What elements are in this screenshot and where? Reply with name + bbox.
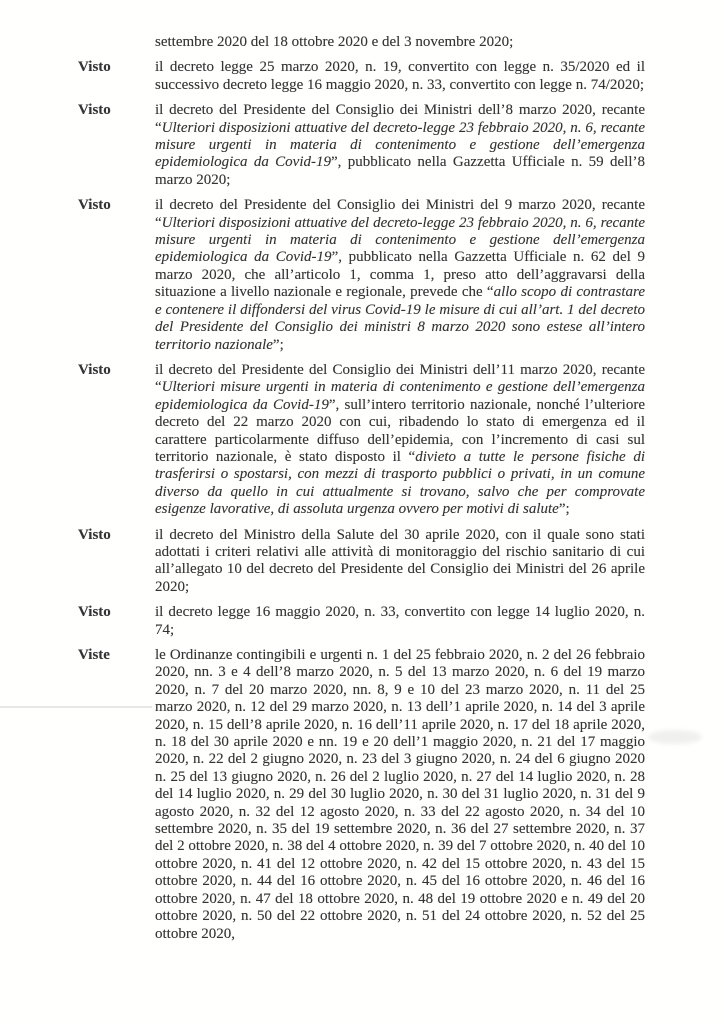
scan-artifact-smudge	[648, 730, 702, 744]
visto-entry	[78, 59, 645, 94]
body-text: ”, pubblicato nella Gazzetta Ufficiale n. 62 del 9 marzo 2020, che all’articolo 1, comma 1, preso atto dell’aggravarsi della situazione a livello nazionale e regionale, prevede che “	[155, 249, 645, 301]
entry-paragraph	[155, 647, 645, 943]
body-text: il decreto del Presidente del Consiglio dei Ministri dell’11 marzo 2020, recante “	[155, 361, 645, 396]
entry-label: Visto	[78, 197, 111, 214]
entry-label: Visto	[78, 102, 111, 119]
entry-label: Visto	[78, 59, 111, 76]
visto-entry	[78, 197, 645, 354]
visto-entry	[78, 362, 645, 519]
body-text: il decreto del Presidente del Consiglio dei Ministri del 9 marzo 2020, recante “	[155, 197, 645, 231]
entry-label: Visto	[78, 604, 111, 621]
entry-paragraph	[155, 362, 645, 519]
body-text: ”, pubblicato nella Gazzetta Ufficiale n. 59 dell’8 marzo 2020;	[155, 154, 645, 188]
visto-entry	[78, 34, 645, 51]
quoted-italic-text: Ulteriori disposizioni attuative del decreto-legge 23 febbraio 2020, n. 6, recante misure urgenti in materia di contenimento e gestione dell’emergenza epidemiologica da Covid-19	[155, 214, 645, 266]
visto-entry	[78, 527, 645, 597]
body-text: ”, sull’intero territorio nazionale, nonché l’ulteriore decreto del 22 marzo 2020 con cui, ribadendo lo stato di emergenza ed il carattere particolarmente diffuso dell’epidemia, con l’incremento di casi sul territorio nazionale, è stato disposto il “	[155, 396, 645, 465]
body-text: ”;	[558, 501, 570, 518]
quoted-italic-text: Ulteriori misure urgenti in materia di contenimento e gestione dell’emergenza epidemiologica da Covid-19	[155, 379, 645, 413]
visto-entry	[78, 647, 645, 943]
quoted-italic-text: allo scopo di contrastare e contenere il diffondersi del virus Covid-19 le misure di cui all’art. 1 del decreto del Presidente del Consiglio dei ministri 8 marzo 2020 sono estese all’intero territorio nazionale	[155, 284, 645, 353]
entry-label: Visto	[78, 361, 111, 378]
entry-paragraph	[155, 197, 645, 354]
entry-label	[78, 34, 155, 51]
document-body	[78, 34, 645, 951]
visto-entry	[78, 102, 645, 189]
body-text: settembre 2020 del 18 ottobre 2020 e del 3 novembre 2020;	[155, 34, 514, 50]
entry-paragraph	[155, 102, 645, 189]
entry-paragraph	[155, 604, 645, 639]
entry-paragraph	[155, 34, 645, 51]
quoted-italic-text: Ulteriori disposizioni attuative del decreto-legge 23 febbraio 2020, n. 6, recante misure urgenti in materia di contenimento e gestione dell’emergenza epidemiologica da Covid-19	[155, 119, 645, 171]
body-text: il decreto del Presidente del Consiglio dei Ministri dell’8 marzo 2020, recante “	[155, 102, 645, 136]
entry-paragraph	[155, 527, 645, 597]
quoted-italic-text: divieto a tutte le persone fisiche di trasferirsi o spostarsi, con mezzi di trasporto pubblici o privati, in un comune diverso da quello in cui attualmente si trovano, salvo che per comprovate esigenze lavorative, di assoluta urgenza ovvero per motivi di salute	[155, 448, 645, 518]
entry-label: Visto	[78, 526, 111, 543]
body-text: ”;	[272, 336, 284, 353]
body-text: le Ordinanze contingibili e urgenti n. 1 del 25 febbraio 2020, n. 2 del 26 febbraio 2020, nn. 3 e 4 dell’8 marzo 2020, n. 5 del 13 marzo 2020, n. 6 del 19 marzo 2020, n. 7 del 20 marzo 2020, nn. 8, 9 e 10 del 23 marzo 2020, n. 11 del 25 marzo 2020, n. 12 del 29 marzo 2020, n. 13 dell’1 aprile 2020, n. 14 del 3 aprile 2020, n. 15 dell’8 aprile 2020, n. 16 dell’11 aprile 2020, n. 17 del 18 aprile 2020, n. 18 del 30 aprile 2020 e nn. 19 e 20 dell’1 maggio 2020, n. 21 del 17 maggio 2020, n. 22 del 2 giugno 2020, n. 23 del 3 giugno 2020, n. 24 del 6 giugno 2020 n. 25 del 13 giugno 2020, n. 26 del 2 luglio 2020, n. 27 del 14 luglio 2020, n. 28 del 14 luglio 2020, n. 29 del 30 luglio 2020, n. 30 del 31 luglio 2020, n. 31 del 9 agosto 2020, n. 32 del 12 agosto 2020, n. 33 del 22 agosto 2020, n. 34 del 10 settembre 2020, n. 35 del 19 settembre 2020, n. 36 del 27 settembre 2020, n. 37 del 2 ottobre 2020, n. 38 del 4 ottobre 2020, n. 39 del 7 ottobre 2020, n. 40 del 10 ottobre 2020, n. 41 del 12 ottobre 2020, n. 42 del 15 ottobre 2020, n. 43 del 15 ottobre 2020, n. 44 del 16 ottobre 2020, n. 45 del 16 ottobre 2020, n. 46 del 16 ottobre 2020, n. 47 del 18 ottobre 2020, n. 48 del 19 ottobre 2020 e n. 49 del 20 ottobre 2020, n. 50 del 22 ottobre 2020, n. 51 del 24 ottobre 2020, n. 52 del 25 ottobre 2020,	[155, 647, 645, 942]
body-text: il decreto legge 16 maggio 2020, n. 33, convertito con legge 14 luglio 2020, n. 74;	[155, 604, 645, 638]
visto-entry	[78, 604, 645, 639]
entry-paragraph	[155, 59, 645, 94]
body-text: il decreto del Ministro della Salute del 30 aprile 2020, con il quale sono stati adottati i criteri relativi alle attività di monitoraggio del rischio sanitario di cui all’allegato 10 del decreto del Presidente del Consiglio dei Ministri del 26 aprile 2020;	[155, 526, 645, 595]
body-text: il decreto legge 25 marzo 2020, n. 19, convertito con legge n. 35/2020 ed il successivo decreto legge 16 maggio 2020, n. 33, convertito con legge n. 74/2020;	[155, 59, 645, 93]
entry-label: Viste	[78, 647, 110, 663]
